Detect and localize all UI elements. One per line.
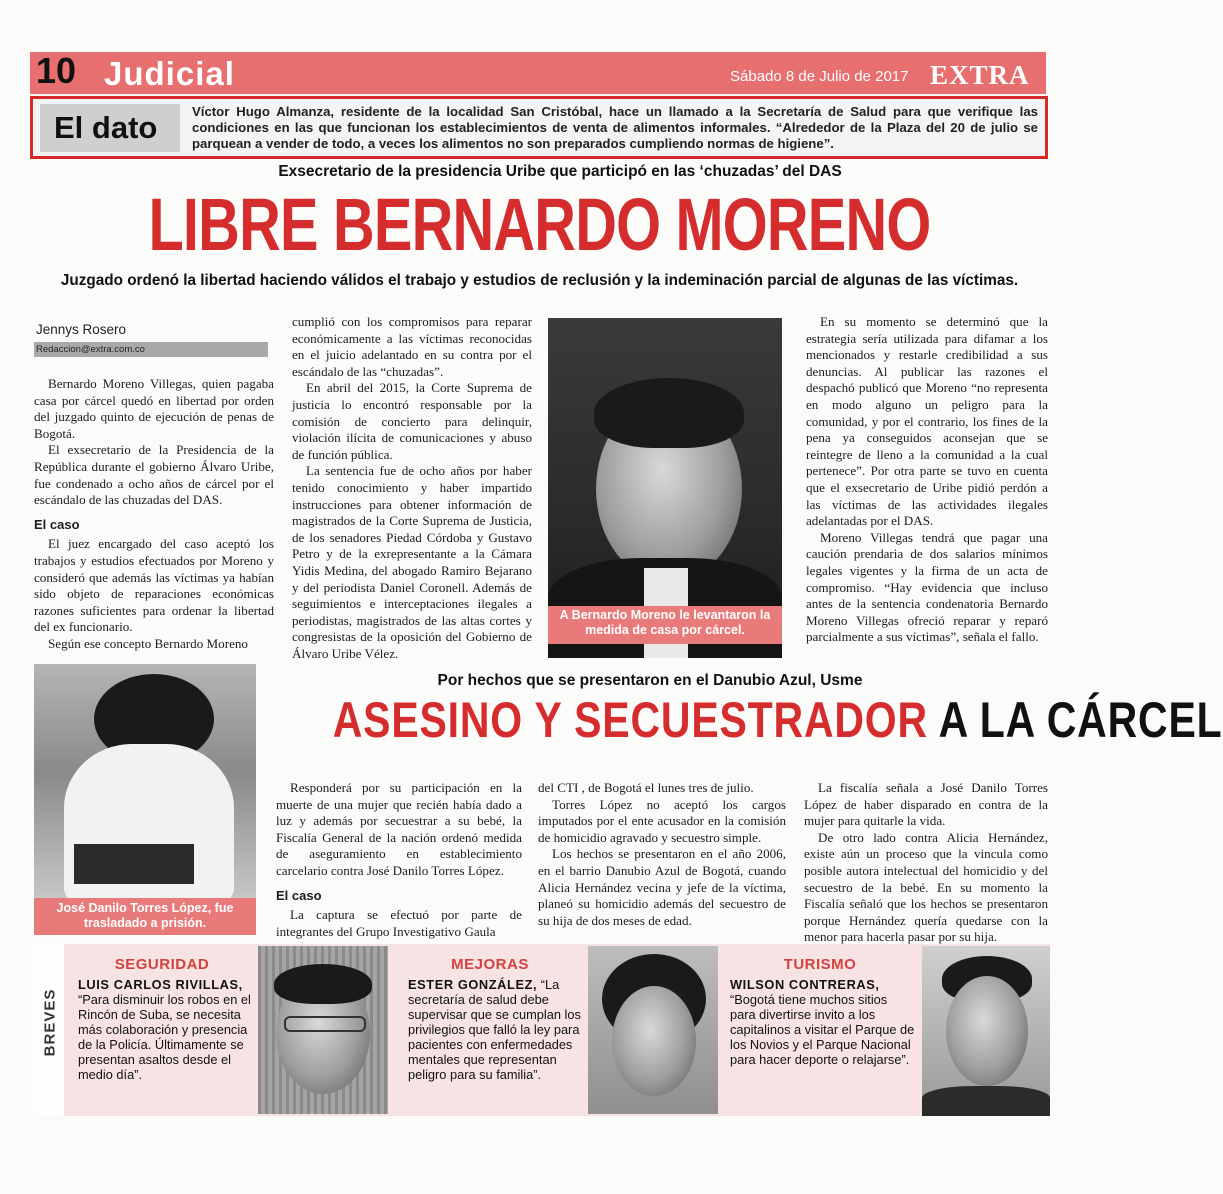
luis-carlos-photo xyxy=(258,946,388,1114)
extra-logo: EXTRA xyxy=(930,60,1030,90)
article2-headline-red: ASESINO Y SECUESTRADOR xyxy=(332,692,928,748)
article2-column-2 xyxy=(538,780,786,929)
article1-column-4 xyxy=(806,314,1048,646)
bernardo-photo-caption: A Bernardo Moreno le levantaron la medida de casa por cárcel. xyxy=(548,606,782,644)
breve-quote: “Bogotá tiene muchos sitios para divertirse invito a los capitalinos a visitar el Parque de los Novios y el Parque Nacional para hacer deporte o relajarse”. xyxy=(730,992,915,1067)
article2-headline-black: A LA CÁRCEL xyxy=(938,692,1223,748)
article1-kicker: Exsecretario de la presidencia Uribe que participó en las ‘chuzadas’ del DAS xyxy=(278,163,842,180)
article2-column-3 xyxy=(804,780,1048,946)
byline-email: Redaccion@extra.com.co xyxy=(34,342,268,357)
paragraph: Bernardo Moreno Villegas, quien pagaba casa por cárcel quedó en libertad por orden del juzgado quinto de ejecución de penas de Bogotá. xyxy=(34,376,274,441)
danilo-torres-photo xyxy=(34,664,256,934)
page-number: 10 xyxy=(36,50,77,91)
section-title: Judicial xyxy=(104,55,235,92)
breve-name: WILSON CONTRERAS, xyxy=(730,977,880,992)
breve-category: MEJORAS xyxy=(451,956,529,973)
article1-headline: LIBRE BERNARDO MORENO xyxy=(148,183,931,266)
subhead: El caso xyxy=(34,516,80,532)
paragraph: La sentencia fue de ocho años por haber tenido conocimiento y haber impartido instrucciones para obtener información de magistrados de la Corte Suprema de Justicia, de los senadores Piedad Córdoba y Gustavo Petro y de la exrepresentante a la Cámara Yidis Medina, del abogado Ramiro Bejarano y del periodista Daniel Coronell. Además de seguimientos e interceptaciones ilegales a periodistas, magistrados de las altas cortes y congresistas de la oposición del Gobierno de Álvaro Uribe Vélez. xyxy=(292,463,532,661)
article2-column-1 xyxy=(276,780,522,940)
breves-label-text: BREVES xyxy=(41,988,59,1057)
paragraph: La captura se efectuó por parte de integrantes del Grupo Investigativo Gaula xyxy=(276,907,522,939)
breve-name: ESTER GONZÁLEZ, xyxy=(408,977,538,992)
paragraph: Los hechos se presentaron en el año 2006, en el barrio Danubio Azul de Bogotá, cuando Alicia Hernández vecina y jefe de la víctima, planeó su homicidio además del secuestro de su hija de dos meses de edad. xyxy=(538,846,786,928)
breve-item xyxy=(68,950,256,1112)
paragraph: cumplió con los compromisos para reparar económicamente a las víctimas reconocidas en el juicio adelantado en su contra por el escándalo de las “chuzadas”. xyxy=(292,314,532,379)
breve-category: TURISMO xyxy=(783,956,857,973)
subhead: El caso xyxy=(276,887,322,903)
article1-deck: Juzgado ordenó la libertad haciendo válidos el trabajo y estudios de reclusión y la indeminación parcial de algunas de las víctimas. xyxy=(60,272,1019,289)
breve-text xyxy=(720,977,916,1067)
paragraph: La fiscalía señala a José Danilo Torres López de haber disparado en contra de la mujer para quitarle la vida. xyxy=(804,780,1048,829)
byline: Jennys Rosero xyxy=(36,322,127,337)
breve-category: SEGURIDAD xyxy=(114,956,210,973)
paragraph: En abril del 2015, la Corte Suprema de justicia lo encontró responsable por la comisión de concierto para delinquir, violación ilícita de comunicaciones y abuso de función pública. xyxy=(292,380,532,462)
paragraph: Responderá por su participación en la muerte de una mujer que recién había dado a luz y además por secuestrar a su bebé, la Fiscalía General de la nación ordenó medida de aseguramiento en establecimiento carcelario contra José Danilo Torres López. xyxy=(276,780,522,878)
ester-gonzalez-photo xyxy=(588,946,718,1114)
article1-column-1 xyxy=(34,376,274,653)
paragraph: del CTI , de Bogotá el lunes tres de julio. xyxy=(538,780,754,795)
paragraph: Moreno Villegas tendrá que pagar una caución prendaria de dos salarios mínimos legales vigentes y la firma de un acta de compromiso. “Hay evidencia que incluso antes de la sentencia condenatoria Bernardo Moreno Villegas ofreció reparar y reparó parcialmente a sus víctimas”, señala el fallo. xyxy=(806,529,1048,645)
breve-name: LUIS CARLOS RIVILLAS, xyxy=(78,977,243,992)
paragraph: De otro lado contra Alicia Hernández, existe aún un proceso que la vincula como posible autora intelectual del homicidio y del secuestro de la bebé. En su momento la Fiscalía señaló que los hechos se presentaron porque Hernández quería quedarse con la menor para hacerla pasar por su hija. xyxy=(804,829,1048,945)
article2-kicker: Por hechos que se presentaron en el Danubio Azul, Usme xyxy=(437,672,863,689)
el-dato-label: El dato xyxy=(54,110,158,145)
paragraph: El juez encargado del caso aceptó los trabajos y estudios efectuados por Moreno y consideró que además las víctimas ya habían sido objeto de reparaciones económicas razones suficientes para ordenar la libertad del ex funcionario. xyxy=(34,536,274,635)
breve-text xyxy=(392,977,588,1082)
breve-item xyxy=(392,950,588,1112)
breve-quote: “La secretaría de salud debe supervisar que se cumplan los privilegios que falló la ley para pacientes con enfermedades mentales que representan peligro para su familia”. xyxy=(408,977,581,1082)
danilo-photo-caption: José Danilo Torres López, fue trasladado a prisión. xyxy=(34,898,256,935)
article2-headline xyxy=(332,688,1223,752)
header-date: Sábado 8 de Julio de 2017 xyxy=(730,68,909,85)
paragraph: El exsecretario de la Presidencia de la República durante el gobierno Álvaro Uribe, fue condenado a ocho años de cárcel por el escándalo de las chuzadas del DAS. xyxy=(34,442,274,508)
el-dato-text: Víctor Hugo Almanza, residente de la localidad San Cristóbal, hace un llamado a la Secretaría de Salud para que verifique las condiciones en las que funcionan los establecimientos de venta de alimentos informales. “Alrededor de la Plaza del 20 de julio se parquean a vender de todo, a veces los alimentos no son preparados cumpliendo normas de higiene”. xyxy=(192,104,1038,151)
article1-column-2 xyxy=(292,314,532,662)
paragraph: Según ese concepto Bernardo Moreno xyxy=(48,635,248,651)
breve-text xyxy=(68,977,256,1082)
paragraph: En su momento se determinó que la estrategia sería utilizada para difamar a los mencionados y restarle credibilidad a sus denuncias. Al publicar las razones el despachó publicó que Moreno “no representa en modo alguno un peligro para la comunidad, y por el contrario, los fines de la pena ya conseguidos aconsejan que se reintegre de lleno a la comunidad a la cual pertenece”. Por otra parte se tuvo en cuenta que el exsecretario de Uribe pidió perdón a las víctimas de las actividades ilegales adelantadas por el DAS. xyxy=(806,314,1048,529)
paragraph: Torres López no aceptó los cargos imputados por el ente acusador en la comisión de homicidio agravado y secuestro simple. xyxy=(538,796,786,845)
breve-item xyxy=(720,950,920,1112)
breves-label xyxy=(34,944,64,1116)
wilson-contreras-photo xyxy=(922,946,1050,1114)
breve-quote: “Para disminuir los robos en el Rincón de Suba, se necesita más colaboración y presencia de la Policía. Últimamente se presentan asaltos desde el medio día”. xyxy=(78,992,251,1082)
